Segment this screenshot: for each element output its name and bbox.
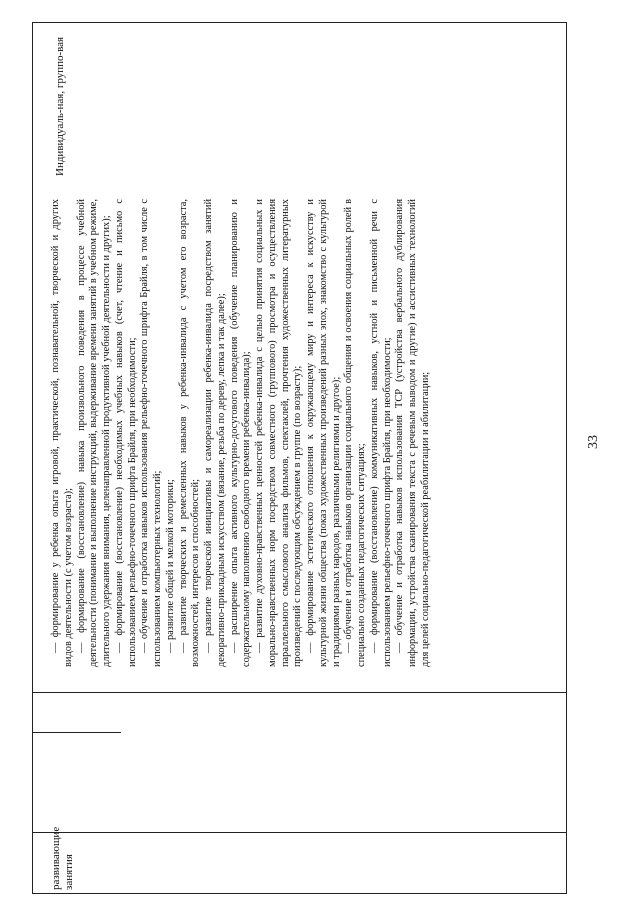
- list-item: — развитие общей и мелкой моторики;: [164, 479, 176, 653]
- list-item: — формирование у ребенка опыта игровой, практической, познавательной, творческой и других видов деятельности (с учетом возраста);: [50, 199, 74, 667]
- page-number: 33: [586, 435, 601, 449]
- form-label: Индивидуаль-ная, группо-вая: [54, 36, 66, 176]
- form-overlay: [46, 30, 114, 180]
- list-item: — расширение опыта активного культурно-досугового поведения (обучение планированию и содержательному наполнению свободного времени ребенка-инвалида);: [228, 199, 253, 667]
- list-item: — обучение и отработка навыков использования рельефно-точечного шрифта Брайля, в том числе с использованием компьютерных технологий;: [139, 199, 163, 667]
- list-item: — формирование (восстановление) навыка произвольного поведения в процессе учебной деятельности (понимание и выполнение инструкций, выдерживание времени занятий в учебном режиме, длительного удержания внимания, целенаправленной продуктивной учебной деятельности и других);: [75, 199, 112, 667]
- list-item: — формирование (восстановление) коммуникативных навыков, устной и письменной речи с использованием рельефно-точечного шрифта Брайля, при необходимости;: [368, 199, 393, 667]
- list-item: — развитие творческих и ремесленных навыков у ребенка-инвалида с учетом его возраста, возможностей, интересов и способностей;: [177, 199, 202, 667]
- item-list: [50, 199, 433, 667]
- list-item: — формирование эстетического отношения к окружающему миру и интереса к искусству и культурной жизни общества (показ художественных произведений разных эпох, знакомство с культурой и традициями разных народов, различными религиями и другое);: [305, 199, 342, 667]
- label-overlay: [46, 800, 116, 900]
- list-item: — развитие духовно-нравственных ценностей ребенка-инвалида с целью принятия социальных и морально-нравственных норм посредством совместного (группового) просмотра и осуществления параллельного смыслового анализа фильмов, спектаклей, прочтения художественных литературных произведений с последующим обсуждением в группе (по возрасту);: [254, 199, 304, 667]
- list-item: — развитие творческой инициативы и самореализации ребенка-инвалида посредством занятий декоративно-прикладным искусством (вязание, резьба по дереву, лепка и так далее);: [203, 199, 227, 667]
- list-item: — формирование (восстановление) необходимых учебных навыков (счет, чтение и письмо с использованием рельефно-точечного шрифта Брайля, при необходимости;: [113, 199, 138, 667]
- content-rotated: [46, 193, 586, 673]
- list-item: — обучение и отработка навыков использования ТСР (устройства вербального дублирования информации, устройства сканирования текста с речевым выводом и другие) и ассистивных технологий для целей социально-педагогической реабилитации и абилитации;: [394, 199, 431, 667]
- list-item: — обучение и отработка навыков организации социального общения и освоения социальных ролей в специально созданных педагогических ситуациях;: [343, 199, 367, 667]
- content-overlay: [46, 193, 586, 673]
- row-label-visible: развивающие занятия: [50, 826, 75, 890]
- form-cell: [33, 693, 121, 733]
